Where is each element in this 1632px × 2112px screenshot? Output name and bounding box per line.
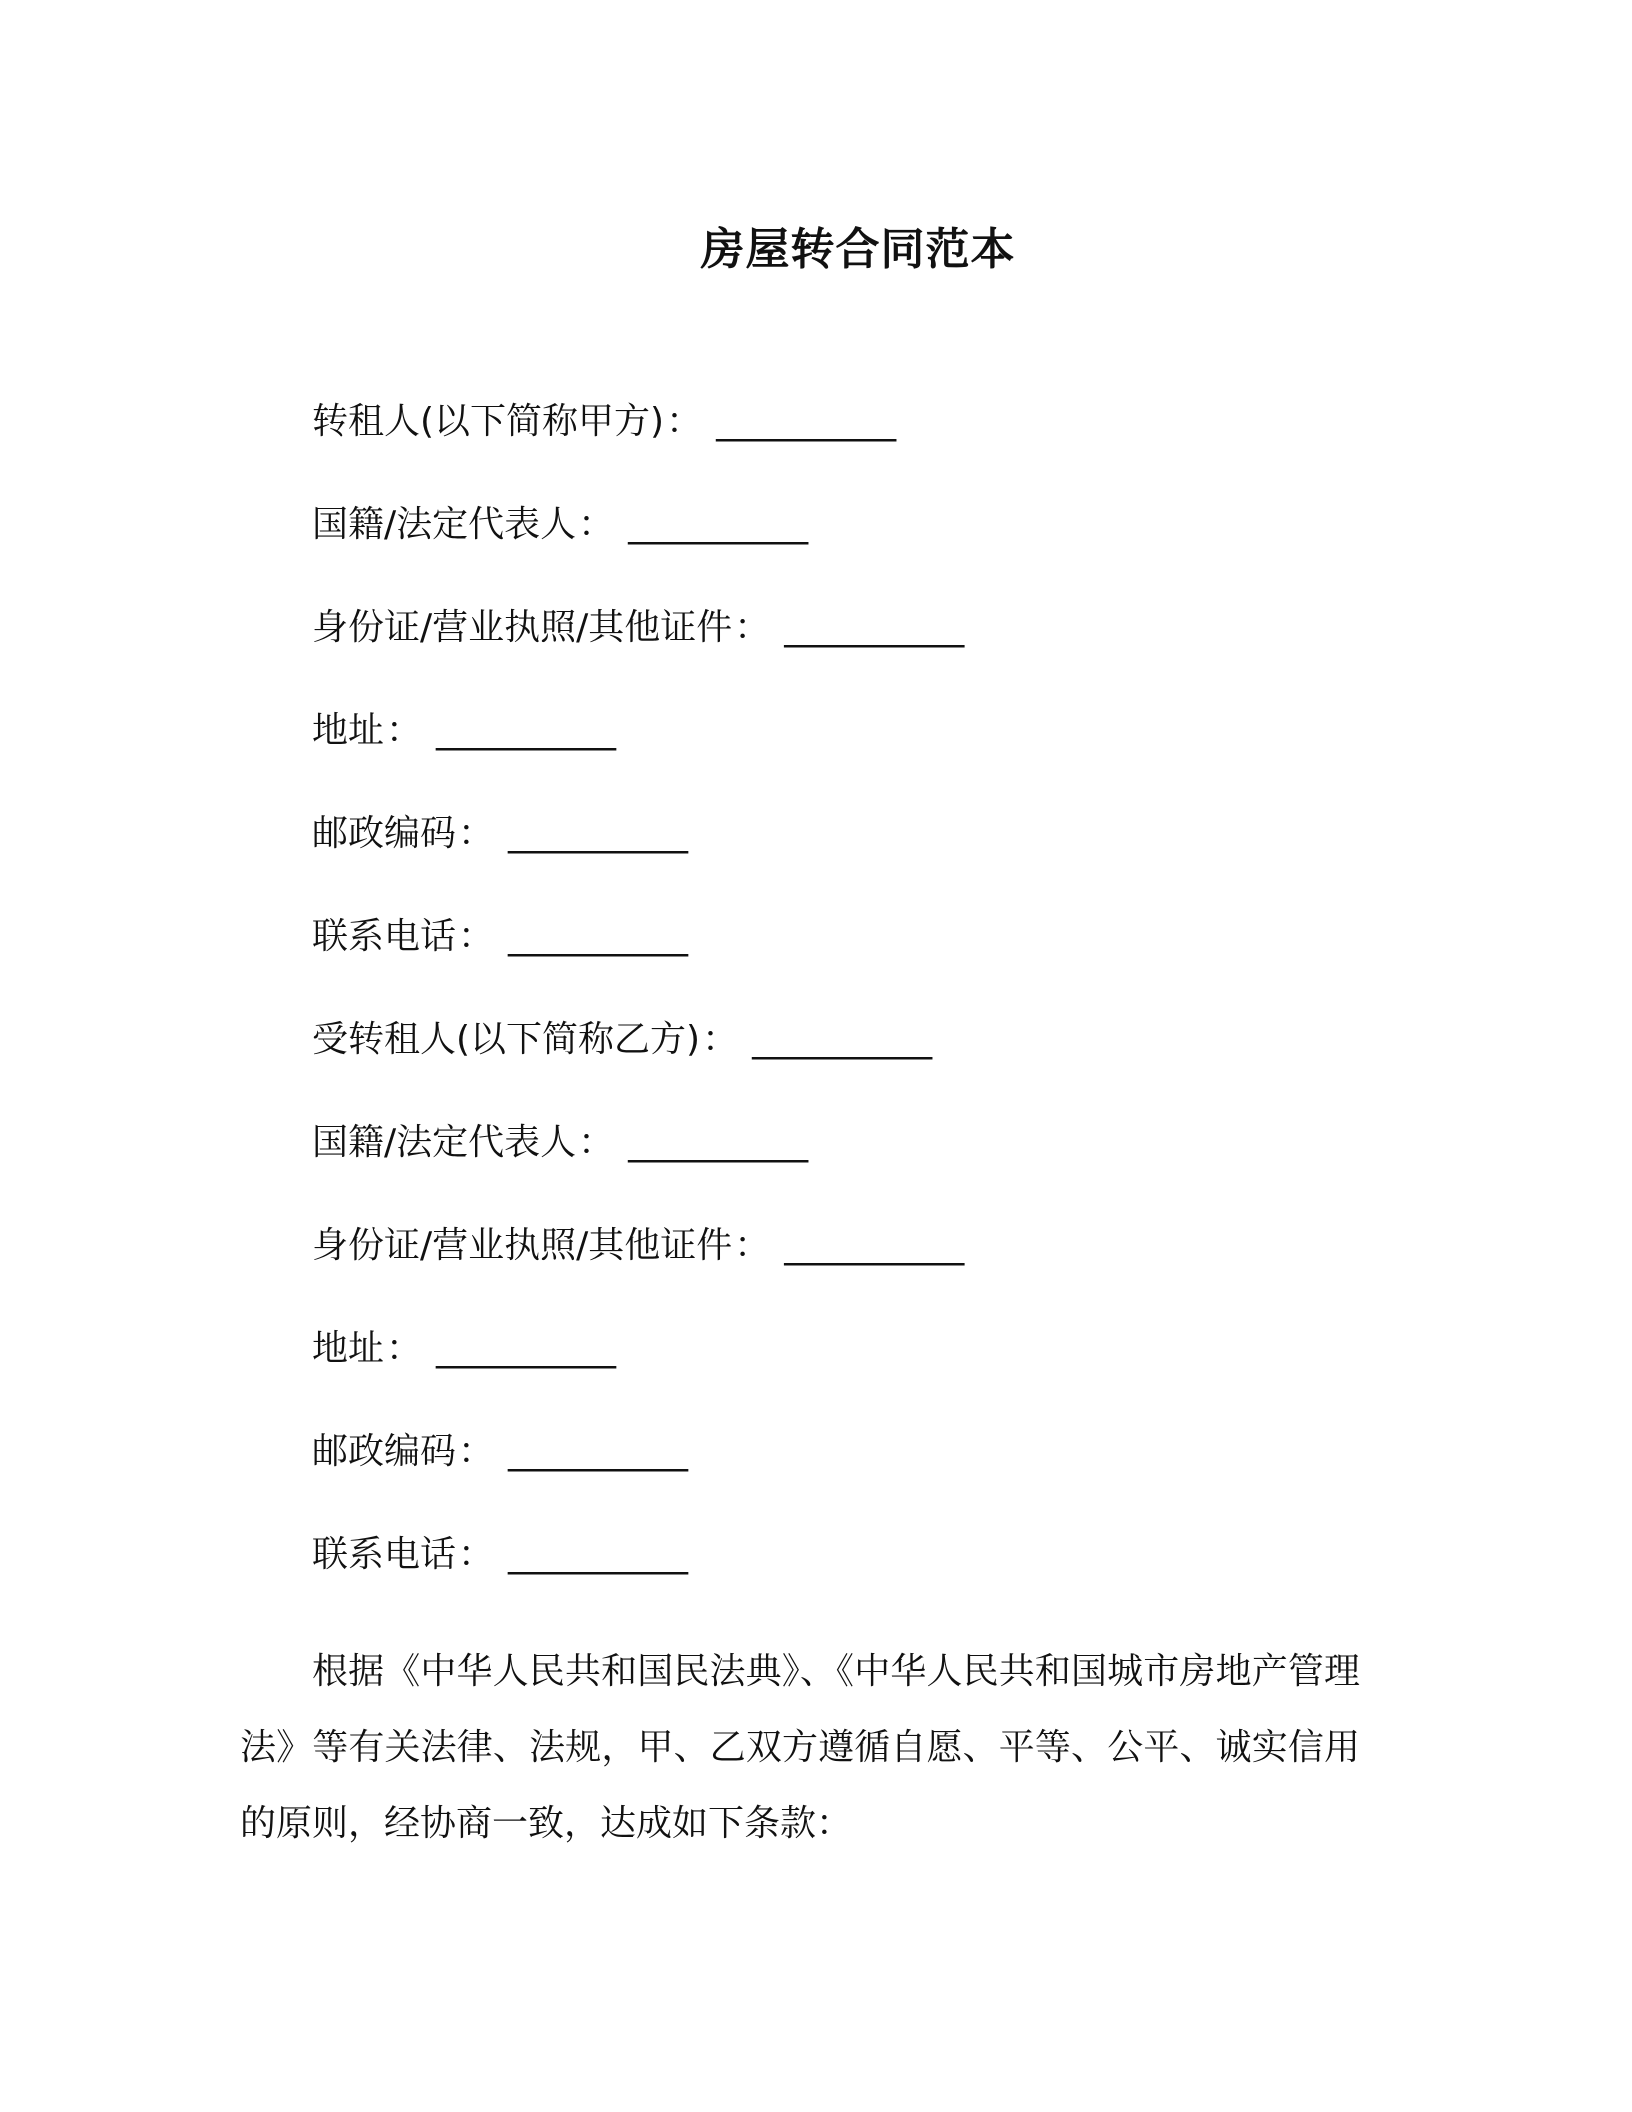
field-separator: ： — [734, 1225, 771, 1266]
field-separator: ： — [458, 916, 495, 957]
field-label: 地址 — [312, 1328, 385, 1369]
field-separator: ： — [458, 813, 495, 854]
field-separator: ： — [666, 401, 703, 442]
field-label: 转租人(以下简称甲方) — [312, 401, 665, 442]
field-separator: ： — [734, 607, 771, 648]
party-a-address-field — [312, 707, 616, 755]
field-label: 受转租人(以下简称乙方) — [312, 1019, 701, 1060]
fill-in-blank: __________ — [508, 916, 689, 957]
fill-in-blank: __________ — [784, 1225, 965, 1266]
party-b-id-field — [312, 1222, 964, 1270]
field-separator: ： — [702, 1019, 739, 1060]
field-label: 邮政编码 — [312, 1431, 457, 1472]
field-label: 国籍/法定代表人 — [312, 1122, 577, 1163]
party-a-postcode-field — [312, 810, 688, 858]
fill-in-blank: __________ — [508, 1534, 689, 1575]
field-label: 联系电话 — [312, 916, 457, 957]
document-title: 房屋转合同范本 — [700, 224, 1016, 275]
field-label: 邮政编码 — [312, 813, 457, 854]
party-b-phone-field — [312, 1531, 688, 1579]
fill-in-blank: __________ — [436, 1328, 617, 1369]
field-separator: ： — [458, 1431, 495, 1472]
fill-in-blank: __________ — [628, 1122, 809, 1163]
field-separator: ： — [386, 710, 423, 751]
field-separator: ： — [386, 1328, 423, 1369]
field-label: 身份证/营业执照/其他证件 — [312, 607, 733, 648]
field-label: 联系电话 — [312, 1534, 457, 1575]
fill-in-blank: __________ — [752, 1019, 933, 1060]
field-separator: ： — [578, 504, 615, 545]
fill-in-blank: __________ — [716, 401, 897, 442]
intro-paragraph: 根据《中华人民共和国民法典》、《中华人民共和国城市房地产管理法》等有关法律、法规，甲、乙双方遵循自愿、平等、公平、诚实信用的原则，经协商一致，达成如下条款： — [240, 1651, 1360, 1844]
field-separator: ： — [458, 1534, 495, 1575]
fill-in-blank: __________ — [436, 710, 617, 751]
party-b-postcode-field — [312, 1428, 688, 1476]
field-separator: ： — [578, 1122, 615, 1163]
party-b-name-field — [312, 1016, 932, 1064]
party-a-phone-field — [312, 913, 688, 961]
field-label: 国籍/法定代表人 — [312, 504, 577, 545]
field-label: 身份证/营业执照/其他证件 — [312, 1225, 733, 1266]
party-a-name-field — [312, 398, 896, 446]
party-a-nationality-field — [312, 501, 808, 549]
party-b-address-field — [312, 1325, 616, 1373]
fill-in-blank: __________ — [508, 1431, 689, 1472]
party-b-nationality-field — [312, 1119, 808, 1167]
fill-in-blank: __________ — [784, 607, 965, 648]
party-a-id-field — [312, 604, 964, 652]
fill-in-blank: __________ — [508, 813, 689, 854]
fill-in-blank: __________ — [628, 504, 809, 545]
field-label: 地址 — [312, 710, 385, 751]
